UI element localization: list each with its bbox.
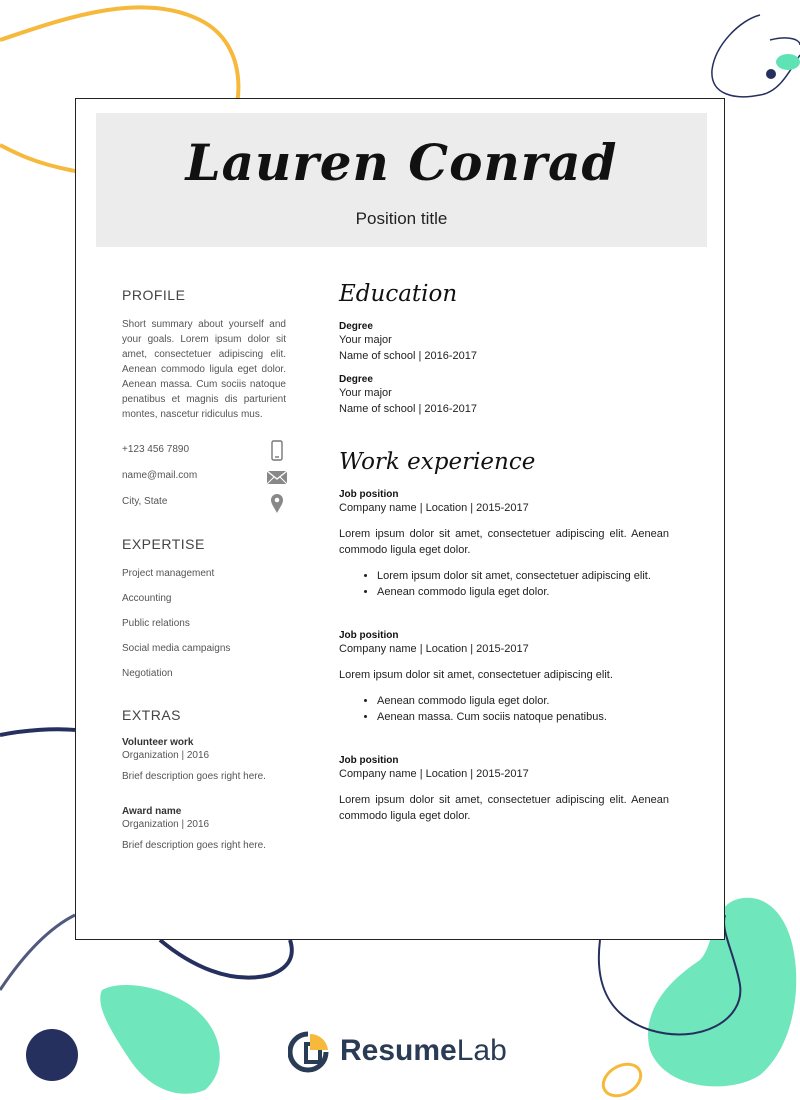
expertise-item: Negotiation bbox=[122, 668, 173, 679]
education-entry bbox=[339, 374, 669, 417]
job-description: Lorem ipsum dolor sit amet, consectetuer adipiscing elit. Aenean commodo ligula eget dolor. bbox=[339, 794, 669, 822]
job-bullets bbox=[339, 693, 669, 725]
extra-org: Organization | 2016 bbox=[122, 750, 210, 761]
job-bullet: • Aenean commodo ligula eget dolor. bbox=[377, 584, 669, 600]
contact-email bbox=[122, 470, 286, 496]
header-band bbox=[96, 113, 707, 247]
work-entry bbox=[339, 630, 669, 725]
email-address: name@mail.com bbox=[122, 470, 198, 481]
location-pin-icon bbox=[266, 492, 288, 514]
expertise-item: Project management bbox=[122, 568, 215, 579]
contact-location bbox=[122, 496, 286, 522]
job-bullet: • Aenean commodo ligula eget dolor. bbox=[377, 693, 669, 709]
school: Name of school | 2016-2017 bbox=[339, 350, 477, 362]
expertise-heading: EXPERTISE bbox=[122, 536, 205, 552]
job-description: Lorem ipsum dolor sit amet, consectetuer adipiscing elit. bbox=[339, 669, 613, 681]
mail-icon bbox=[266, 466, 288, 488]
work-entry bbox=[339, 755, 669, 824]
job-position: Job position bbox=[339, 630, 399, 641]
expertise-item: Accounting bbox=[122, 593, 172, 604]
job-position: Job position bbox=[339, 489, 399, 500]
extra-title: Volunteer work bbox=[122, 737, 194, 748]
job-bullet: • Aenean massa. Cum sociis natoque penatibus. bbox=[377, 709, 669, 725]
work-entry bbox=[339, 489, 669, 600]
degree: Degree bbox=[339, 321, 373, 332]
resume-sheet bbox=[75, 98, 725, 940]
brand-lab: Lab bbox=[456, 1034, 507, 1067]
right-column bbox=[339, 281, 669, 824]
brand-resume: Resume bbox=[340, 1034, 457, 1067]
job-description: Lorem ipsum dolor sit amet, consectetuer adipiscing elit. Aenean commodo ligula eget dolor. bbox=[339, 528, 669, 556]
extras-item bbox=[122, 806, 286, 851]
job-company: Company name | Location | 2015-2017 bbox=[339, 768, 529, 780]
job-bullet: • Lorem ipsum dolor sit amet, consectetuer adipiscing elit. bbox=[377, 568, 669, 584]
extra-title: Award name bbox=[122, 806, 182, 817]
extra-org: Organization | 2016 bbox=[122, 819, 210, 830]
education-entry bbox=[339, 321, 669, 364]
contact-phone bbox=[122, 444, 286, 470]
extras-heading: EXTRAS bbox=[122, 707, 182, 723]
resumelab-logo-icon bbox=[288, 1030, 332, 1074]
profile-summary: Short summary about yourself and your goals. Lorem ipsum dolor sit amet, consectetuer adipiscing elit. Aenean commodo ligula eget dolor. Aenean massa. Cum sociis natoque penatibus et magnis dis parturient montes, nascetur ridiculus mus. bbox=[122, 319, 286, 420]
expertise-item: Public relations bbox=[122, 618, 190, 629]
education-heading: Education bbox=[339, 281, 458, 307]
candidate-name: Lauren Conrad bbox=[185, 133, 618, 192]
extras-item bbox=[122, 737, 286, 782]
job-company: Company name | Location | 2015-2017 bbox=[339, 643, 529, 655]
expertise-list bbox=[122, 568, 286, 693]
job-position: Job position bbox=[339, 755, 399, 766]
position-title: Position title bbox=[355, 209, 448, 228]
major: Your major bbox=[339, 334, 392, 346]
left-column bbox=[122, 287, 286, 851]
profile-heading: PROFILE bbox=[122, 287, 186, 303]
phone-icon bbox=[266, 440, 288, 462]
resumelab-logo bbox=[288, 1030, 528, 1074]
degree: Degree bbox=[339, 374, 373, 385]
location-text: City, State bbox=[122, 496, 168, 507]
extra-desc: Brief description goes right here. bbox=[122, 771, 266, 782]
major: Your major bbox=[339, 387, 392, 399]
phone-number: +123 456 7890 bbox=[122, 444, 190, 455]
work-heading: Work experience bbox=[339, 449, 536, 475]
contact-list bbox=[122, 444, 286, 522]
extra-desc: Brief description goes right here. bbox=[122, 840, 266, 851]
resumelab-wordmark bbox=[340, 1034, 507, 1068]
job-company: Company name | Location | 2015-2017 bbox=[339, 502, 529, 514]
job-bullets bbox=[339, 568, 669, 600]
expertise-item: Social media campaigns bbox=[122, 643, 231, 654]
school: Name of school | 2016-2017 bbox=[339, 403, 477, 415]
